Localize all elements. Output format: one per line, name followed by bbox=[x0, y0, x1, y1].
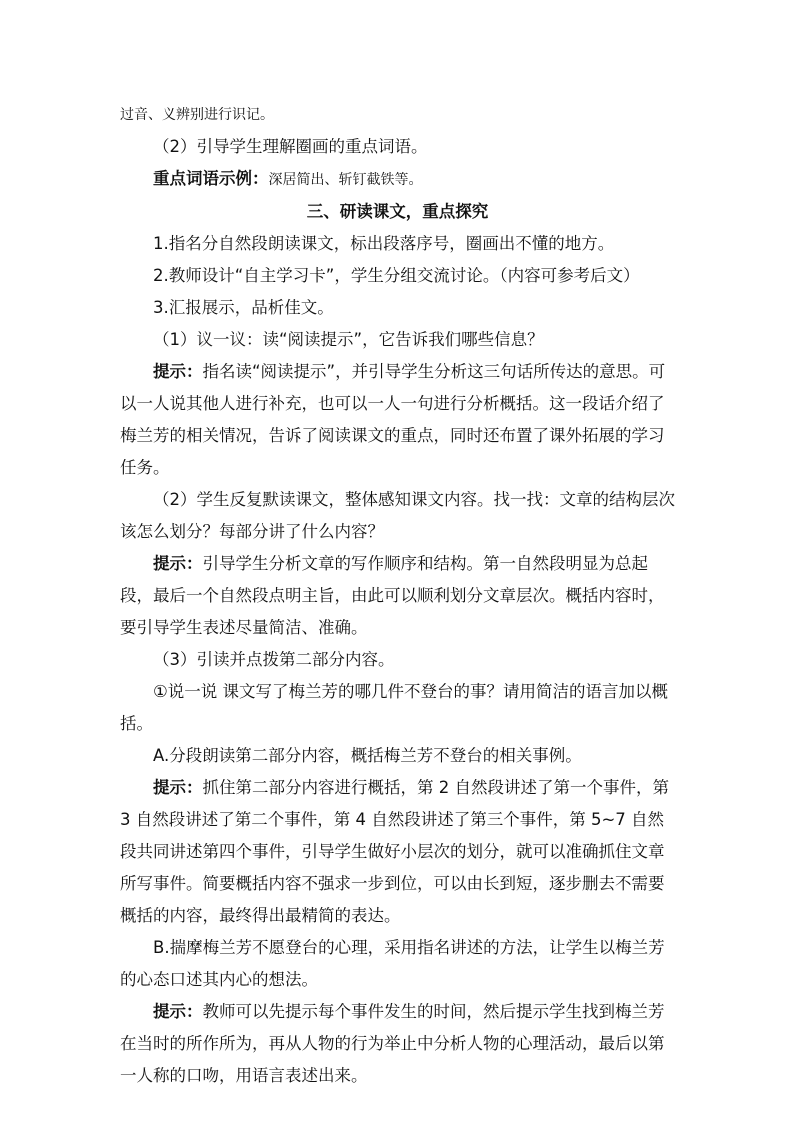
hint-text: 教师可以先提示每个事件发生的时间，然后提示学生找到梅兰芳在当时的所作所为，再从人物的行为举止中分析人物的心理活动，最后以第一人称的口吻，用语言表述出来。 bbox=[120, 1002, 665, 1085]
paragraph-part-two: （3）引读并点拨第二部分内容。 bbox=[153, 650, 395, 669]
paragraph-item-b: B.揣摩梅兰芳不愿登台的心理，采用指名讲述的方法，让学生以梅兰芳的心态口述其内心的想法。 bbox=[120, 938, 665, 989]
hint-text: 指名读“阅读提示”，并引导学生分析这三句话所传达的意思。可以一人说其他人进行补充，也可以一人一句进行分析概括。这一段话介绍了梅兰芳的相关情况，告诉了阅读课文的重点，同时还布置了课外拓展的学习任务。 bbox=[120, 362, 666, 477]
hint-label: 提示： bbox=[153, 554, 203, 573]
paragraph-hint-4 bbox=[120, 996, 675, 1092]
key-words-example-label: 重点词语示例： bbox=[153, 169, 269, 188]
key-words-example-text: 深居简出、斩钉截铁等。 bbox=[268, 172, 423, 188]
hint-label: 提示： bbox=[153, 362, 203, 381]
hint-label: 提示： bbox=[153, 1002, 203, 1021]
paragraph-step-3: 3.汇报展示，品析佳文。 bbox=[153, 298, 334, 317]
paragraph-hint-3 bbox=[120, 772, 675, 932]
section-heading: 三、研读课文，重点探究 bbox=[306, 202, 489, 221]
hint-text: 抓住第二部分内容进行概括，第 2 自然段讲述了第一个事件，第 3 自然段讲述了第二个事件，第 4 自然段讲述了第三个事件，第 5~7 自然段共同讲述第四个事件，引导学生做好小层次的划分，就可以准确抓住文章所写事件。简要概括内容不强求一步到位，可以由长到短，逐步删去不需要概括的内容，最终得出最精简的表达。 bbox=[120, 778, 669, 925]
hint-label: 提示： bbox=[153, 778, 203, 797]
paragraph-step-1: 1.指名分自然段朗读课文，标出段落序号，圈画出不懂的地方。 bbox=[153, 234, 615, 253]
paragraph-key-words-example bbox=[120, 163, 675, 196]
paragraph-reading-structure: （2）学生反复默读课文，整体感知课文内容。找一找：文章的结构层次该怎么划分？每部分讲了什么内容？ bbox=[120, 490, 675, 541]
paragraph-step-2: 2.教师设计“自主学习卡”，学生分组交流讨论。（内容可参考后文） bbox=[153, 266, 640, 285]
paragraph-say-it: ①说一说 课文写了梅兰芳的哪几件不登台的事？请用简洁的语言加以概括。 bbox=[120, 682, 669, 733]
hint-text: 引导学生分析文章的写作顺序和结构。第一自然段明显为总起段，最后一个自然段点明主旨，由此可以顺利划分文章层次。概括内容时，要引导学生表述尽量简洁、准确。 bbox=[120, 554, 665, 637]
paragraph-hint-2 bbox=[120, 548, 675, 644]
paragraph-discuss: （1）议一议：读“阅读提示”，它告诉我们哪些信息？ bbox=[153, 330, 544, 349]
paragraph-item-a: A.分段朗读第二部分内容，概括梅兰芳不登台的相关事例。 bbox=[153, 746, 582, 765]
paragraph-continuation: 过音、义辨别进行识记。 bbox=[120, 107, 274, 123]
paragraph-guide-key-words: （2）引导学生理解圈画的重点词语。 bbox=[153, 137, 428, 156]
document-body bbox=[120, 99, 675, 1092]
paragraph-hint-1 bbox=[120, 356, 675, 484]
